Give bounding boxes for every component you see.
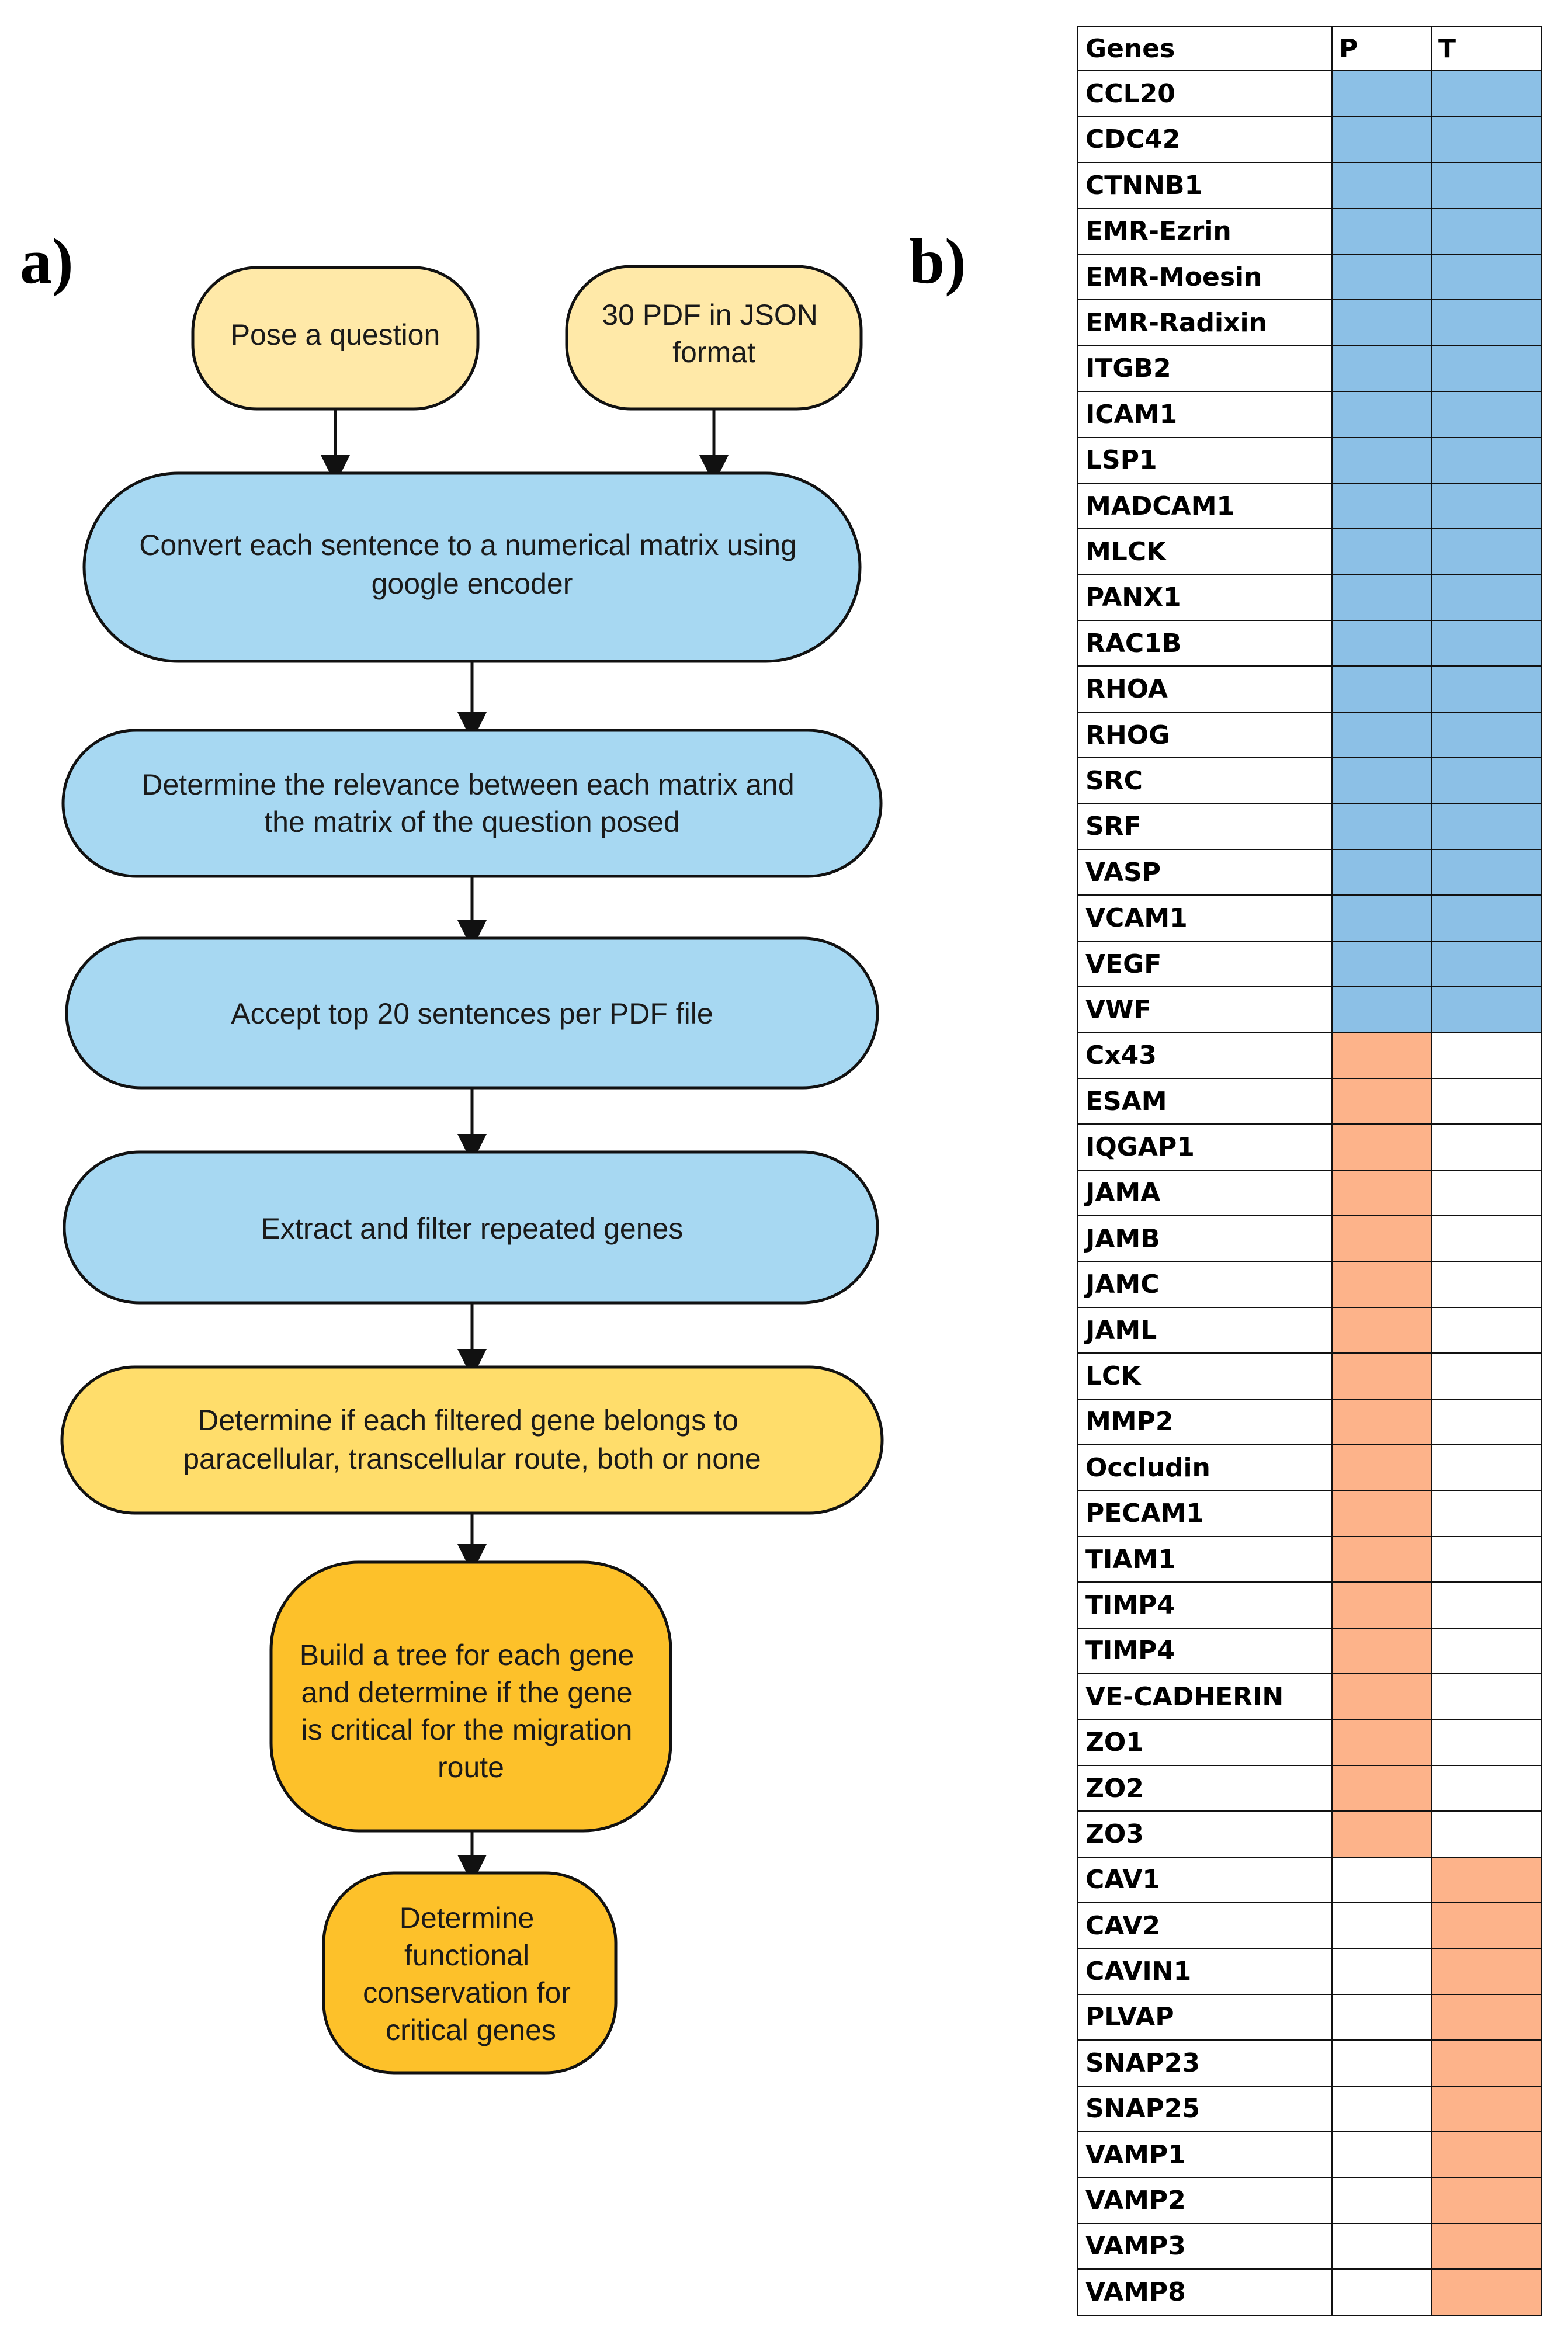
paracellular-cell [1331,850,1431,894]
gene-name-cell: TIAM1 [1077,1537,1331,1581]
transcellular-cell [1431,1445,1542,1490]
gene-name-cell: CCL20 [1077,71,1331,116]
gene-name-cell: MLCK [1077,529,1331,574]
transcellular-cell [1431,346,1542,391]
node-build-tree-line-2: and determine if the gene [301,1676,633,1709]
table-header-row [1077,26,1542,71]
paracellular-cell [1331,1308,1431,1352]
gene-name-cell: RHOA [1077,667,1331,711]
transcellular-cell [1431,438,1542,483]
transcellular-cell [1431,300,1542,345]
gene-name-cell: VAMP1 [1077,2132,1331,2177]
gene-name-cell: CAV1 [1077,1858,1331,1902]
table-row [1077,346,1542,392]
node-accept-top-sentences-text: Accept top 20 sentences per PDF file [231,997,713,1030]
gene-name-cell: PLVAP [1077,1995,1331,2039]
table-row [1077,1445,1542,1491]
gene-name-cell: VAMP2 [1077,2178,1331,2222]
gene-name-cell: VCAM1 [1077,896,1331,940]
gene-name-cell: CAVIN1 [1077,1949,1331,1993]
node-build-tree [271,1562,671,1831]
transcellular-cell [1431,2178,1542,2222]
table-row [1077,850,1542,896]
paracellular-cell [1331,529,1431,574]
paracellular-cell [1331,2132,1431,2177]
gene-name-cell: CTNNB1 [1077,163,1331,207]
paracellular-cell [1331,621,1431,665]
paracellular-cell [1331,942,1431,986]
transcellular-cell [1431,713,1542,757]
node-pdf-input [567,266,861,409]
paracellular-cell [1331,1720,1431,1764]
transcellular-cell [1431,117,1542,162]
table-row [1077,255,1542,300]
gene-name-cell: IQGAP1 [1077,1125,1331,1169]
paracellular-cell [1331,987,1431,1032]
gene-name-cell: Occludin [1077,1445,1331,1490]
transcellular-cell [1431,758,1542,803]
gene-name-cell: ICAM1 [1077,392,1331,436]
paracellular-cell [1331,2178,1431,2222]
transcellular-cell [1431,2224,1542,2268]
transcellular-cell [1431,1033,1542,1078]
paracellular-cell [1331,346,1431,391]
table-row [1077,1720,1542,1765]
transcellular-cell [1431,1079,1542,1123]
paracellular-cell [1331,1949,1431,1993]
paracellular-cell [1331,1537,1431,1581]
table-row [1077,2224,1542,2270]
gene-name-cell: SRF [1077,804,1331,849]
paracellular-cell [1331,758,1431,803]
transcellular-cell [1431,1491,1542,1536]
node-determine-relevance [63,730,881,876]
transcellular-cell [1431,484,1542,528]
transcellular-cell [1431,1125,1542,1169]
paracellular-cell [1331,667,1431,711]
transcellular-cell [1431,2270,1542,2314]
node-functional-conservation-line-1: Determine [399,1902,535,1934]
transcellular-cell [1431,1354,1542,1398]
transcellular-cell [1431,1812,1542,1856]
gene-name-cell: SRC [1077,758,1331,803]
paracellular-cell [1331,896,1431,940]
transcellular-cell [1431,255,1542,299]
node-extract-genes [64,1152,877,1303]
transcellular-cell [1431,2041,1542,2085]
gene-name-cell: JAML [1077,1308,1331,1352]
transcellular-cell [1431,896,1542,940]
gene-name-cell: SNAP25 [1077,2087,1331,2131]
gene-name-cell: RAC1B [1077,621,1331,665]
gene-name-cell: ITGB2 [1077,346,1331,391]
gene-name-cell: ESAM [1077,1079,1331,1123]
transcellular-cell [1431,209,1542,254]
table-row [1077,1491,1542,1537]
table-row [1077,575,1542,621]
node-determine-route-shape [62,1367,882,1513]
paracellular-cell [1331,438,1431,483]
table-row [1077,804,1542,850]
paracellular-cell [1331,1216,1431,1261]
table-row [1077,1949,1542,1994]
node-functional-conservation-line-4: critical genes [386,2014,556,2046]
gene-name-cell: PANX1 [1077,575,1331,620]
node-pose-question [193,268,478,409]
gene-name-cell: EMR-Moesin [1077,255,1331,299]
paracellular-cell [1331,2270,1431,2314]
table-row [1077,1629,1542,1674]
paracellular-cell [1331,484,1431,528]
transcellular-cell [1431,1216,1542,1261]
transcellular-cell [1431,163,1542,207]
node-pose-question-text: Pose a question [230,318,440,351]
paracellular-cell [1331,1903,1431,1948]
table-row [1077,1537,1542,1583]
table-row [1077,1216,1542,1262]
node-determine-route-line-1: Determine if each filtered gene belongs to [197,1404,738,1437]
node-extract-genes-text: Extract and filter repeated genes [261,1212,684,1245]
gene-name-cell: SNAP23 [1077,2041,1331,2085]
gene-name-cell: JAMB [1077,1216,1331,1261]
node-functional-conservation-line-3: conservation for [363,1976,571,2009]
gene-name-cell: JAMC [1077,1262,1331,1307]
paracellular-cell [1331,1445,1431,1490]
gene-name-cell: LCK [1077,1354,1331,1398]
table-row [1077,1583,1542,1628]
transcellular-cell [1431,2087,1542,2131]
table-row [1077,896,1542,941]
table-row [1077,758,1542,804]
gene-name-cell: LSP1 [1077,438,1331,483]
node-convert-sentences-line-1: Convert each sentence to a numerical matrix using [139,529,797,561]
transcellular-cell [1431,1537,1542,1581]
table-row [1077,2087,1542,2132]
paracellular-cell [1331,255,1431,299]
transcellular-cell [1431,1995,1542,2039]
gene-name-cell: EMR-Ezrin [1077,209,1331,254]
table-row [1077,1171,1542,1216]
gene-name-cell: CAV2 [1077,1903,1331,1948]
paracellular-cell [1331,1262,1431,1307]
table-row [1077,1079,1542,1125]
table-row [1077,392,1542,438]
table-row [1077,300,1542,346]
table-row [1077,2270,1542,2315]
transcellular-cell [1431,804,1542,849]
transcellular-cell [1431,942,1542,986]
table-row [1077,1766,1542,1812]
paracellular-cell [1331,1629,1431,1673]
gene-name-cell: ZO2 [1077,1766,1331,1810]
paracellular-cell [1331,71,1431,116]
node-determine-relevance-line-1: Determine the relevance between each matrix and [141,768,795,801]
table-row [1077,163,1542,209]
transcellular-cell [1431,1858,1542,1902]
node-determine-relevance-shape [63,730,881,876]
node-pdf-input-line-2: format [672,336,755,369]
header-paracellular: P [1331,27,1431,70]
table-row [1077,942,1542,987]
paracellular-cell [1331,117,1431,162]
transcellular-cell [1431,621,1542,665]
gene-name-cell: PECAM1 [1077,1491,1331,1536]
gene-name-cell: VAMP3 [1077,2224,1331,2268]
node-determine-route-line-2: paracellular, transcellular route, both or none [183,1442,761,1475]
gene-name-cell: TIMP4 [1077,1583,1331,1627]
table-row [1077,1995,1542,2041]
node-build-tree-line-3: is critical for the migration [301,1713,633,1746]
transcellular-cell [1431,1308,1542,1352]
gene-name-cell: ZO1 [1077,1720,1331,1764]
paracellular-cell [1331,1354,1431,1398]
paracellular-cell [1331,2224,1431,2268]
panel-label-a: a) [20,226,74,297]
node-accept-top-sentences [67,938,877,1088]
gene-name-cell: CDC42 [1077,117,1331,162]
transcellular-cell [1431,850,1542,894]
table-row [1077,209,1542,255]
table-row [1077,987,1542,1033]
paracellular-cell [1331,1583,1431,1627]
gene-name-cell: VASP [1077,850,1331,894]
table-row [1077,529,1542,575]
paracellular-cell [1331,804,1431,849]
gene-name-cell: VWF [1077,987,1331,1032]
table-row [1077,1308,1542,1354]
table-row [1077,1262,1542,1308]
transcellular-cell [1431,392,1542,436]
paracellular-cell [1331,1674,1431,1719]
table-row [1077,1125,1542,1170]
transcellular-cell [1431,71,1542,116]
paracellular-cell [1331,1858,1431,1902]
transcellular-cell [1431,575,1542,620]
paracellular-cell [1331,209,1431,254]
paracellular-cell [1331,1491,1431,1536]
gene-name-cell: EMR-Radixin [1077,300,1331,345]
table-row [1077,2041,1542,2086]
transcellular-cell [1431,1674,1542,1719]
paracellular-cell [1331,2087,1431,2131]
transcellular-cell [1431,1262,1542,1307]
gene-name-cell: VE-CADHERIN [1077,1674,1331,1719]
paracellular-cell [1331,1079,1431,1123]
node-convert-sentences-line-2: google encoder [371,567,573,600]
header-transcellular: T [1431,27,1542,70]
paracellular-cell [1331,1125,1431,1169]
paracellular-cell [1331,163,1431,207]
table-row [1077,1903,1542,1949]
transcellular-cell [1431,1949,1542,1993]
table-row [1077,438,1542,484]
node-functional-conservation-line-2: functional [404,1939,530,1972]
transcellular-cell [1431,2132,1542,2177]
gene-name-cell: Cx43 [1077,1033,1331,1078]
table-row [1077,667,1542,712]
header-genes: Genes [1077,27,1331,70]
paracellular-cell [1331,1033,1431,1078]
gene-name-cell: MADCAM1 [1077,484,1331,528]
gene-name-cell: RHOG [1077,713,1331,757]
paracellular-cell [1331,392,1431,436]
table-row [1077,1033,1542,1079]
table-row [1077,1354,1542,1399]
paracellular-cell [1331,713,1431,757]
table-row [1077,117,1542,163]
transcellular-cell [1431,1629,1542,1673]
panel-label-b: b) [909,226,966,297]
gene-name-cell: VEGF [1077,942,1331,986]
node-functional-conservation [324,1873,616,2073]
transcellular-cell [1431,1400,1542,1444]
gene-name-cell: JAMA [1077,1171,1331,1215]
transcellular-cell [1431,529,1542,574]
table-row [1077,1400,1542,1445]
paracellular-cell [1331,300,1431,345]
table-row [1077,2132,1542,2178]
table-row [1077,2178,1542,2223]
paracellular-cell [1331,1766,1431,1810]
table-body [1077,71,1542,2315]
node-convert-sentences [84,473,860,661]
gene-route-table [1077,26,1542,2316]
table-row [1077,1812,1542,1857]
paracellular-cell [1331,2041,1431,2085]
transcellular-cell [1431,1583,1542,1627]
node-pdf-input-line-1: 30 PDF in JSON [602,299,818,331]
gene-name-cell: TIMP4 [1077,1629,1331,1673]
transcellular-cell [1431,667,1542,711]
table-row [1077,71,1542,117]
node-build-tree-line-1: Build a tree for each gene [299,1639,634,1671]
gene-name-cell: VAMP8 [1077,2270,1331,2314]
paracellular-cell [1331,1812,1431,1856]
table-row [1077,484,1542,529]
transcellular-cell [1431,1720,1542,1764]
table-row [1077,1858,1542,1903]
gene-name-cell: ZO3 [1077,1812,1331,1856]
paracellular-cell [1331,1400,1431,1444]
table-row [1077,1674,1542,1720]
transcellular-cell [1431,1903,1542,1948]
node-determine-route [62,1367,882,1513]
table-row [1077,621,1542,667]
transcellular-cell [1431,1766,1542,1810]
transcellular-cell [1431,987,1542,1032]
node-build-tree-line-4: route [438,1751,504,1784]
gene-name-cell: MMP2 [1077,1400,1331,1444]
node-determine-relevance-line-2: the matrix of the question posed [264,806,680,838]
table-row [1077,713,1542,758]
paracellular-cell [1331,1171,1431,1215]
paracellular-cell [1331,1995,1431,2039]
transcellular-cell [1431,1171,1542,1215]
paracellular-cell [1331,575,1431,620]
